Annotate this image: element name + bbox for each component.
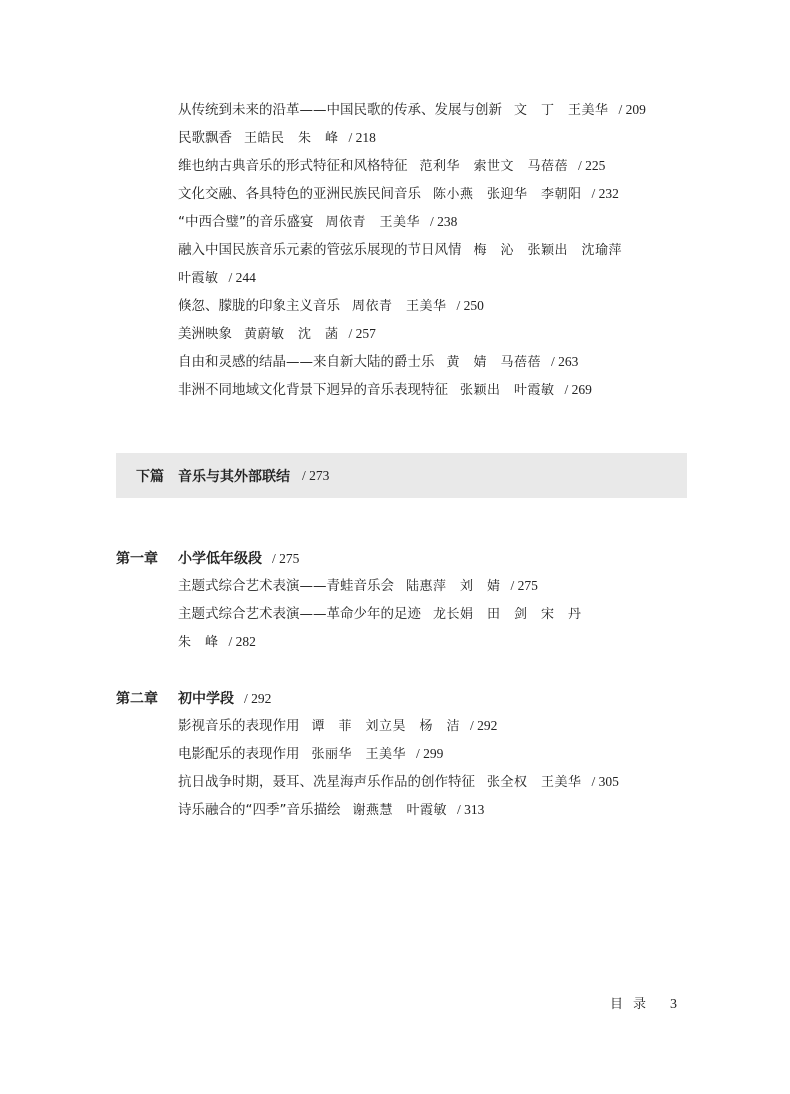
part-heading-banner[interactable] (116, 453, 687, 498)
entry-page: / 299 (416, 746, 444, 761)
toc-entry-continued[interactable] (178, 264, 698, 292)
entry-page: / 305 (591, 774, 619, 789)
chapter-title: 小学低年级段 (178, 551, 262, 567)
entry-page: / 238 (430, 214, 458, 229)
toc-entry[interactable] (178, 376, 698, 404)
toc-entry[interactable] (178, 180, 698, 208)
part-label: 下篇 (136, 468, 164, 485)
toc-entry[interactable] (178, 292, 698, 320)
entry-title: 非洲不同地域文化背景下迥异的音乐表现特征 (178, 382, 448, 398)
toc-entry[interactable] (178, 712, 698, 740)
entry-title: 主题式综合艺术表演——革命少年的足迹 (178, 606, 421, 622)
entry-page: / 250 (456, 298, 484, 313)
toc-entry[interactable] (178, 572, 698, 600)
entry-authors: 周依青 王美华 (352, 299, 447, 314)
chapter-title: 初中学段 (178, 691, 234, 707)
entry-title: 倏忽、朦胧的印象主义音乐 (178, 298, 340, 314)
entry-page: / 209 (618, 102, 646, 117)
entry-authors: 周依青 王美华 (325, 215, 421, 230)
toc-entry[interactable] (178, 348, 698, 376)
part-title: 音乐与其外部联结 (178, 468, 290, 485)
entry-title: 主题式综合艺术表演——青蛙音乐会 (178, 578, 394, 594)
entry-authors: 梅 沁 张颖出 沈瑜萍 (473, 243, 623, 258)
toc-entry[interactable] (178, 236, 698, 264)
footer-page-number: 3 (670, 997, 678, 1012)
entry-page: / 263 (551, 354, 579, 369)
entry-title: 民歌飘香 (178, 130, 232, 146)
chapter-1-entries (178, 572, 698, 656)
entry-authors: 黄 婧 马蓓蓓 (446, 355, 542, 370)
entry-authors: 范利华 索世文 马蓓蓓 (419, 159, 569, 174)
toc-entry[interactable] (178, 740, 698, 768)
entry-title: 自由和灵感的结晶——来自新大陆的爵士乐 (178, 354, 435, 370)
entry-authors: 谭 菲 刘立昊 杨 洁 (311, 719, 461, 734)
entry-authors: 陆惠萍 刘 婧 (406, 579, 501, 594)
entry-page: / 218 (348, 130, 376, 145)
entry-title: 诗乐融合的“四季”音乐描绘 (178, 802, 341, 818)
toc-entry[interactable] (178, 124, 698, 152)
chapter-heading[interactable] (116, 684, 271, 712)
toc-entry[interactable] (178, 208, 698, 236)
entry-authors: 王皓民 朱 峰 (244, 131, 339, 146)
chapter-heading[interactable] (116, 544, 299, 572)
entry-title: 电影配乐的表现作用 (178, 746, 300, 762)
entry-page: / 244 (228, 270, 256, 285)
entry-authors: 陈小燕 张迎华 李朝阳 (433, 187, 582, 202)
toc-entry[interactable] (178, 320, 698, 348)
entry-title: 维也纳古典音乐的形式特征和风格特征 (178, 158, 408, 174)
entry-authors: 叶霞敏 (178, 271, 219, 286)
entry-page: / 313 (457, 802, 485, 817)
entry-page: / 275 (510, 578, 538, 593)
toc-entry[interactable] (178, 768, 698, 796)
entry-authors: 黄蔚敏 沈 菡 (244, 327, 339, 342)
toc-entry-continued[interactable] (178, 628, 698, 656)
entry-title: 抗日战争时期，聂耳、冼星海声乐作品的创作特征 (178, 774, 475, 790)
chapter-label: 第一章 (116, 551, 158, 567)
chapter-label: 第二章 (116, 691, 158, 707)
entry-authors: 谢燕慧 叶霞敏 (352, 803, 448, 818)
toc-entry[interactable] (178, 600, 698, 628)
entry-title: 文化交融、各具特色的亚洲民族民间音乐 (178, 186, 421, 202)
chapter-2-entries (178, 712, 698, 824)
entry-authors: 张颖出 叶霞敏 (460, 383, 555, 398)
chapter-page: / 292 (244, 691, 272, 706)
entry-title: 美洲映象 (178, 326, 232, 342)
page-footer (610, 994, 677, 1016)
entry-authors: 文 丁 王美华 (514, 103, 609, 118)
toc-entry[interactable] (178, 796, 698, 824)
entry-authors: 朱 峰 (178, 635, 219, 650)
entry-page: / 282 (228, 634, 256, 649)
toc-entry[interactable] (178, 152, 698, 180)
entry-page: / 232 (591, 186, 619, 201)
entry-page: / 257 (348, 326, 376, 341)
footer-section-label: 目录 (610, 997, 657, 1012)
entry-authors: 张全权 王美华 (487, 775, 582, 790)
entry-title: 从传统到未来的沿革——中国民歌的传承、发展与创新 (178, 102, 502, 118)
entry-page: / 292 (470, 718, 498, 733)
toc-section-top (178, 96, 698, 404)
entry-title: 融入中国民族音乐元素的管弦乐展现的节日风情 (178, 242, 462, 258)
part-page: / 273 (302, 467, 330, 483)
chapter-page: / 275 (272, 551, 300, 566)
entry-title: 影视音乐的表现作用 (178, 718, 300, 734)
entry-authors: 张丽华 王美华 (311, 747, 407, 762)
entry-page: / 225 (578, 158, 606, 173)
toc-entry[interactable] (178, 96, 698, 124)
entry-authors: 龙长娟 田 剑 宋 丹 (433, 607, 582, 622)
entry-title: “中西合璧”的音乐盛宴 (178, 214, 314, 230)
entry-page: / 269 (564, 382, 592, 397)
